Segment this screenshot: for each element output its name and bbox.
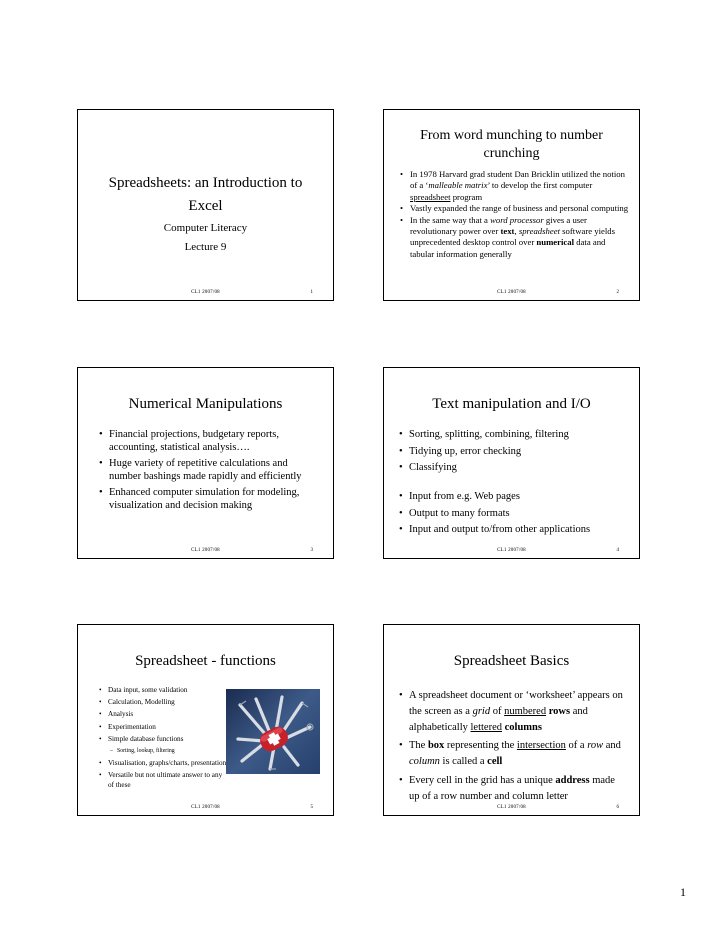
slide-footer: CL1 2007/08 [497,290,526,295]
slide-title: Spreadsheet - functions [135,653,276,669]
bullet-item: • Visualisation, graphs/charts, presentation [99,759,227,768]
bullet-item: • In 1978 Harvard grad student Dan Bricklin utilized the notion of a ‘malleable matrix’ to develop the first computer spreadsheet program [400,169,629,203]
slide-2 [383,109,640,301]
bullet-item: • Enhanced computer simulation for modeling, visualization and decision making [99,486,319,512]
slide-title: Text manipulation and I/O [432,396,591,412]
bullet-item: • Classifying [399,461,631,474]
bullet-item: • Experimentation [99,723,227,732]
slide-title [384,127,639,163]
bullet-item: • Data input, some validation [99,686,227,695]
bullet-item: • A spreadsheet document or ‘worksheet’ appears on the screen as a grid of numbered rows and alphabetically lettered columns [399,688,627,735]
slide-footer: CL1 2007/08 [497,548,526,553]
slide-title: Numerical Manipulations [128,396,283,412]
bullet-item: • Versatile but not ultimate answer to any of these [99,771,227,789]
slide-footer: CL1 2007/08 [191,548,220,553]
slide-title: Spreadsheet Basics [453,653,570,669]
page-number: 1 [680,885,686,899]
bullet-item: • In the same way that a word processor gives a user revolutionary power over text, spreadsheet software yields unprecedented desktop control over numerical data and tabular information generally [400,215,629,261]
bullet-item: • Sorting, splitting, combining, filtering [399,428,631,441]
slide-1 [77,109,334,301]
slide-subtitle: Computer Literacy [163,222,248,234]
bullet-list [99,428,319,515]
slide-number: 2 [616,290,619,295]
slide-6 [383,624,640,816]
slide-number: 3 [310,548,313,553]
slide-footer: CL1 2007/08 [497,805,526,810]
bullet-item: • Simple database functions [99,735,227,744]
bullet-list [399,688,627,808]
slide-subtitle-2: Lecture 9 [184,241,227,253]
title-line-2: crunching [483,146,540,161]
slide-number: 1 [310,290,313,295]
slide-title [78,172,333,218]
bullet-list [99,686,227,793]
slide-footer: CL1 2007/08 [191,805,220,810]
bullet-item: • Vastly expanded the range of business and personal computing [400,203,629,214]
sub-bullet-item: – Sorting, lookup, filtering [99,747,227,756]
slide-5 [77,624,334,816]
bullet-item: • Analysis [99,710,227,719]
bullet-list [400,169,629,260]
bullet-item: • Financial projections, budgetary reports, accounting, statistical analysis…. [99,428,319,454]
slide-4 [383,367,640,559]
slide-number: 6 [616,805,619,810]
bullet-list [399,428,631,540]
slide-number: 5 [310,805,313,810]
title-line-1: From word munching to number [420,128,603,143]
slide-number: 4 [616,548,619,553]
bullet-item: • Input and output to/from other applications [399,523,631,536]
bullet-item: • Huge variety of repetitive calculations and number bashings made rapidly and efficiently [99,457,319,483]
bullet-item: • Every cell in the grid has a unique address made up of a row number and column letter [399,773,627,805]
slide-footer: CL1 2007/08 [191,290,220,295]
bullet-item: • Input from e.g. Web pages [399,490,631,503]
swiss-army-knife-icon [226,689,320,774]
bullet-item: • The box representing the intersection of a row and column is called a cell [399,738,627,770]
slide-3 [77,367,334,559]
bullet-item: • Tidying up, error checking [399,445,631,458]
bullet-item: • Calculation, Modelling [99,698,227,707]
bullet-item: • Output to many formats [399,507,631,520]
title-line-2: Excel [188,198,223,214]
title-line-1: Spreadsheets: an Introduction to [108,175,303,191]
